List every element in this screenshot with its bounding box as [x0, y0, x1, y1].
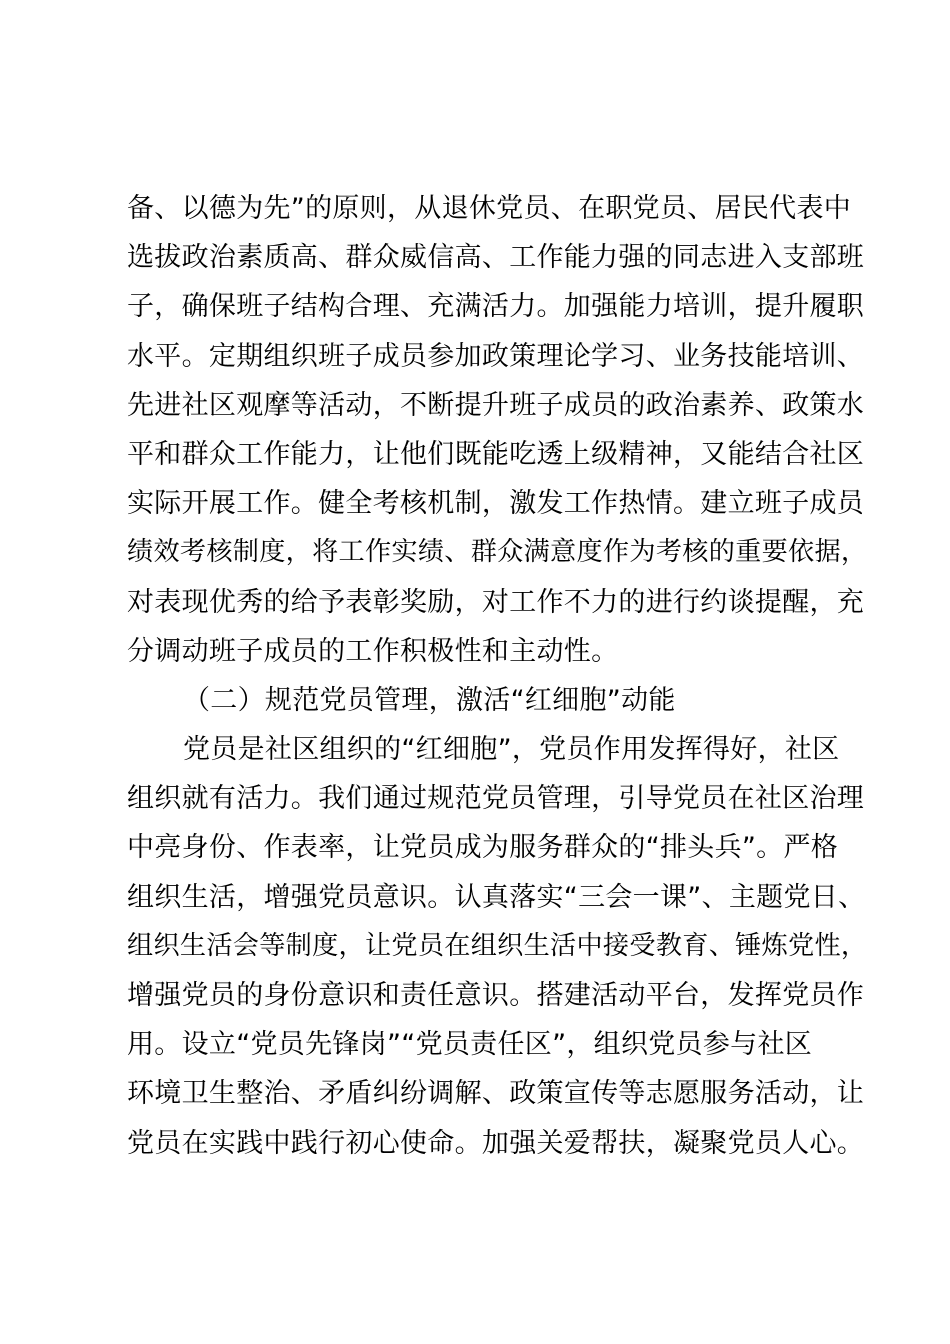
- text-line: 组织就有活力。我们通过规范党员管理，引导党员在社区治理: [127, 783, 865, 815]
- body-text: [127, 184, 867, 1168]
- text-line: 对表现优秀的给予表彰奖励，对工作不力的进行约谈提醒，充: [127, 586, 865, 618]
- section-heading: （二）规范党员管理，激活“红细胞”动能: [183, 684, 676, 716]
- text-line: 组织生活，增强党员意识。认真落实“三会一课”、主题党日、: [127, 881, 866, 913]
- text-line: 组织生活会等制度，让党员在组织生活中接受教育、锤炼党性，: [127, 930, 868, 961]
- text-line: 党员是社区组织的“红细胞”，党员作用发挥得好，社区: [183, 734, 840, 766]
- text-line: 先进社区观摩等活动，不断提升班子成员的政治素养、政策水: [127, 389, 865, 421]
- text-line: 绩效考核制度，将工作实绩、群众满意度作为考核的重要依据，: [127, 537, 868, 568]
- text-line: 子，确保班子结构合理、充满活力。加强能力培训，提升履职: [127, 291, 865, 323]
- text-line: 分调动班子成员的工作积极性和主动性。: [127, 635, 619, 667]
- text-line: 平和群众工作能力，让他们既能吃透上级精神，又能结合社区: [127, 438, 865, 470]
- text-line: 环境卫生整治、矛盾纠纷调解、政策宣传等志愿服务活动，让: [127, 1078, 865, 1110]
- text-line: 水平。定期组织班子成员参加政策理论学习、业务技能培训、: [127, 340, 865, 372]
- text-line: 备、以德为先”的原则，从退休党员、在职党员、居民代表中: [127, 193, 852, 224]
- text-line: 中亮身份、作表率，让党员成为服务群众的“排头兵”。严格: [127, 832, 839, 864]
- text-line: 选拔政治素质高、群众威信高、工作能力强的同志进入支部班: [127, 242, 865, 274]
- text-line: 用。设立“党员先锋岗”“党员责任区”，组织党员参与社区: [127, 1029, 813, 1061]
- text-line: 增强党员的身份意识和责任意识。搭建活动平台，发挥党员作: [127, 980, 865, 1011]
- text-line: 实际开展工作。健全考核机制，激发工作热情。建立班子成员: [127, 488, 865, 520]
- text-line: 党员在实践中践行初心使命。加强关爱帮扶，凝聚党员人心。: [127, 1127, 865, 1159]
